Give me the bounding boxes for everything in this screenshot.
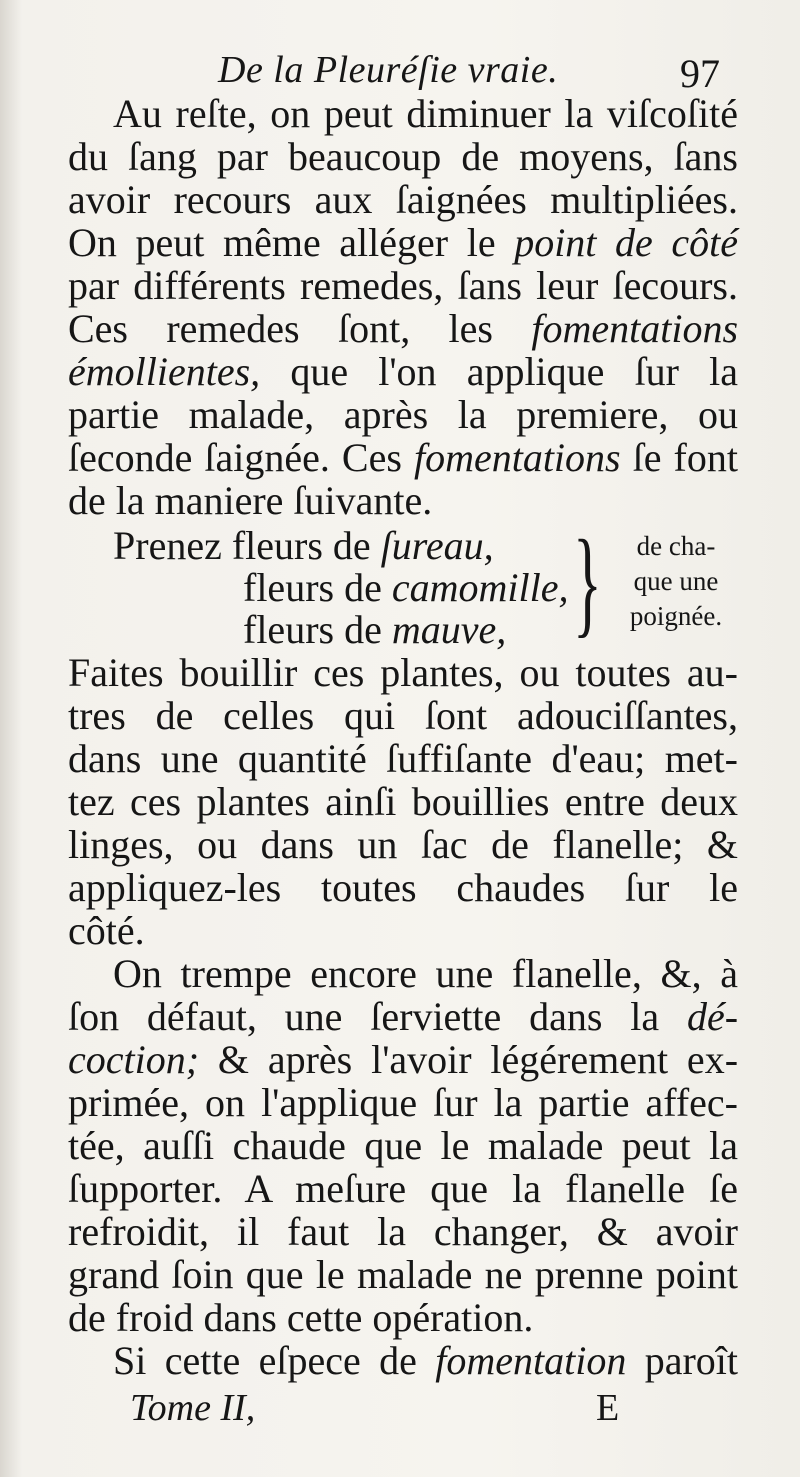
paragraph-1 <box>68 92 738 522</box>
running-title: De la Pleuréſie vraie. <box>218 49 559 91</box>
paragraph-3 <box>68 952 738 1339</box>
text-line: tres de celles qui ſont adouciſſantes, <box>68 693 738 738</box>
text-line: dans une quantité ſuffiſante d'eau; met- <box>68 736 738 781</box>
text-line <box>68 350 738 393</box>
text-line: avoir recours aux ſaignées multipliées. <box>68 177 738 222</box>
text-line: partie malade, après la premiere, ou <box>68 392 738 437</box>
text-line: tée, auſſi chaude que le malade peut la <box>68 1123 738 1168</box>
text-span: & après l'avoir légérement ex- <box>217 1037 739 1082</box>
italic-term: camomille, <box>391 565 569 610</box>
page-footer <box>0 1386 800 1436</box>
italic-term: émollientes, <box>68 349 261 394</box>
text-span: Si cette eſpece de <box>113 1338 417 1383</box>
recipe-ingredient <box>243 609 506 651</box>
text-line: Faites bouillir ces plantes, ou toutes au- <box>68 650 738 695</box>
text-line <box>68 221 738 264</box>
recipe-ingredient <box>113 525 494 567</box>
text-line: ſupporter. A meſure que la flanelle ſe <box>68 1166 738 1211</box>
italic-term: mauve, <box>391 607 507 652</box>
page-number: 97 <box>680 51 720 96</box>
text-line: de cha- <box>636 531 716 561</box>
text-line: primée, on l'applique ſur la partie affec- <box>68 1080 738 1125</box>
text-line: tez ces plantes ainſi bouillies entre deux <box>68 779 738 824</box>
volume-label: Tome II, <box>130 1387 256 1429</box>
text-line <box>68 995 738 1038</box>
recipe-quantity <box>616 529 736 634</box>
italic-term: fomentations <box>531 306 739 351</box>
recipe-ingredient <box>243 567 568 609</box>
text-line: côté. <box>68 908 145 953</box>
text-span: paroît <box>644 1338 739 1383</box>
page-body <box>68 92 738 1382</box>
text-line: par différents remedes, ſans leur ſecours. <box>68 263 738 308</box>
text-line: grand ſoin que le malade ne prenne point <box>68 1252 738 1297</box>
text-span: ſeconde ſaignée. Ces <box>68 435 402 480</box>
text-line <box>68 307 738 350</box>
text-span: On peut même alléger le <box>68 220 496 265</box>
text-line: du ſang par beaucoup de moyens, ſans <box>68 134 738 179</box>
curly-brace: } <box>573 515 602 648</box>
text-span: fleurs de <box>243 565 382 610</box>
paragraph-4 <box>68 1339 738 1382</box>
text-line: appliquez-les toutes chaudes ſur le <box>68 865 738 910</box>
text-span: ſe font <box>632 435 738 480</box>
text-line <box>68 1038 738 1081</box>
text-span: que l'on applique ſur la <box>290 349 739 394</box>
text-line: On trempe encore une flanelle, &, à <box>113 951 738 996</box>
text-line: refroidit, il faut la changer, & avoir <box>68 1209 738 1254</box>
text-line <box>68 1339 738 1382</box>
signature-mark: E <box>596 1387 620 1429</box>
italic-term: point de côté <box>514 220 738 265</box>
italic-term: fomentation <box>435 1338 627 1383</box>
text-span: Ces remedes ſont, les <box>68 306 493 351</box>
text-line: de froid dans cette opération. <box>68 1295 534 1340</box>
text-line: que une <box>633 566 719 596</box>
italic-term: ſureau, <box>380 523 494 568</box>
italic-term: fomentations <box>413 435 621 480</box>
italic-term: coction; <box>68 1037 200 1082</box>
text-span: ſon défaut, une ſerviette dans la <box>68 994 660 1039</box>
paragraph-2 <box>68 651 738 952</box>
text-line: Au reſte, on peut diminuer la viſcoſité <box>113 91 738 136</box>
italic-term: dé- <box>686 994 739 1039</box>
text-line: de la maniere ſuivante. <box>68 478 433 523</box>
text-line: linges, ou dans un ſac de flanelle; & <box>68 822 738 867</box>
text-span: Prenez fleurs de <box>113 523 371 568</box>
recipe-block <box>68 515 738 652</box>
text-span: fleurs de <box>243 607 382 652</box>
text-line <box>68 436 738 479</box>
text-line: poignée. <box>629 601 723 631</box>
